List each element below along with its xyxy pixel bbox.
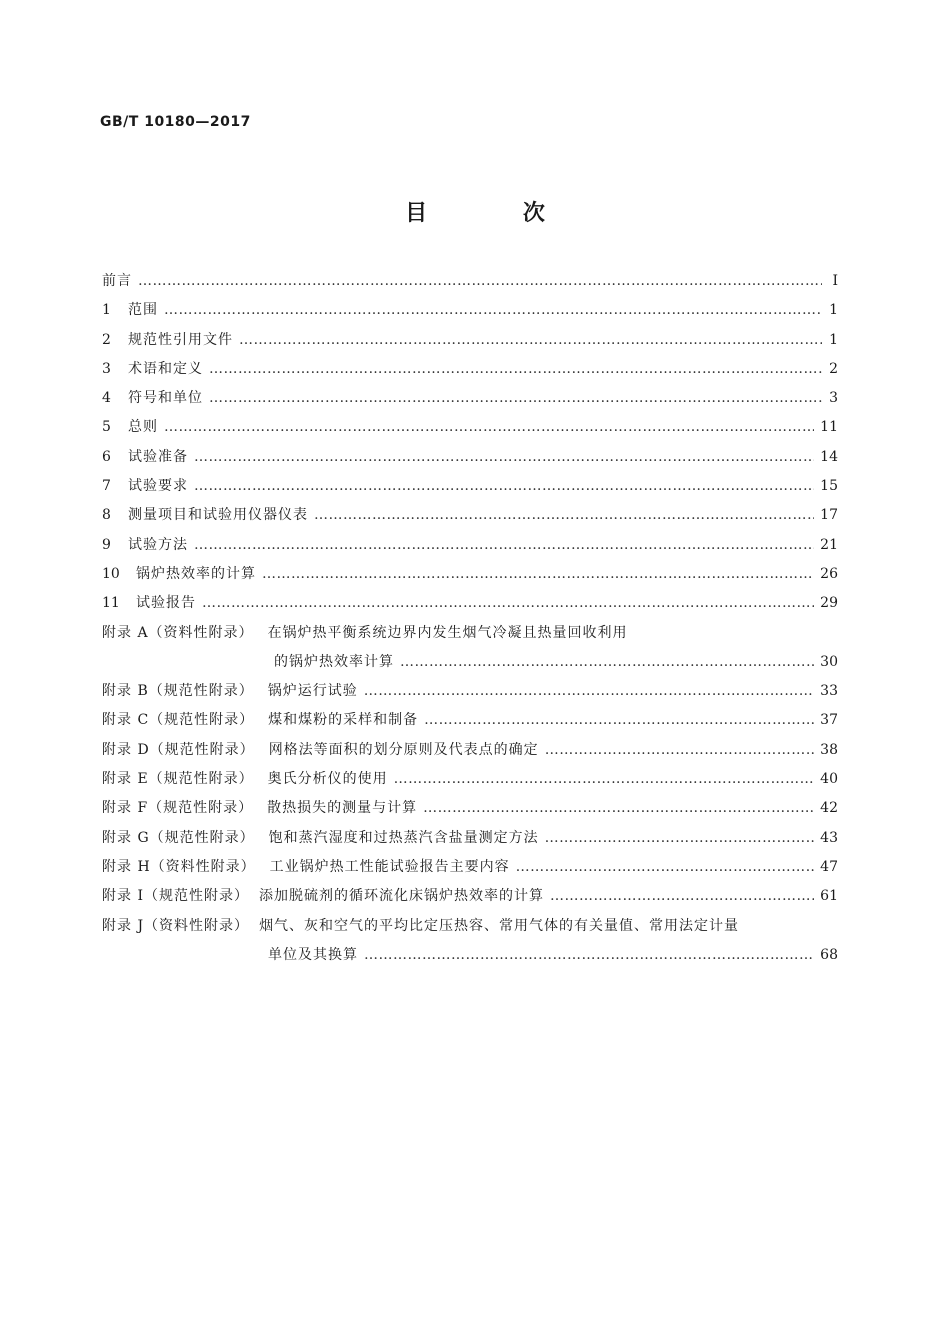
toc-label: 添加脱硫剂的循环流化床锅炉热效率的计算 (258, 888, 544, 905)
toc-entry-appendix-g[interactable] (102, 827, 838, 856)
toc-page-number: 61 (820, 888, 838, 905)
toc-page-number: I (832, 273, 838, 289)
dot-leader (545, 742, 814, 758)
toc-entry-chapter-5[interactable] (102, 416, 838, 445)
chapter-number: 7 (102, 478, 111, 495)
toc-entry-appendix-h[interactable] (102, 856, 838, 885)
toc-page-number: 17 (820, 507, 838, 524)
toc-label: 试验要求 (128, 478, 188, 495)
toc-entry-chapter-6[interactable] (102, 446, 838, 475)
toc-entry-appendix-e[interactable] (102, 768, 838, 797)
dot-leader (364, 947, 814, 963)
toc-label: 饱和蒸汽湿度和过热蒸汽含盐量测定方法 (268, 829, 539, 846)
dot-leader (262, 566, 814, 582)
toc-label: 范围 (128, 302, 158, 319)
toc-page-number: 21 (820, 536, 838, 553)
toc-entry-appendix-j-continued[interactable] (102, 944, 838, 973)
dot-leader (400, 654, 814, 670)
toc-entry-preface[interactable] (102, 270, 838, 299)
appendix-prefix: 附录 E（规范性附录） (102, 771, 254, 788)
dot-leader (138, 273, 822, 289)
dot-leader (394, 771, 815, 787)
table-of-contents (102, 270, 838, 973)
chapter-number: 6 (102, 448, 111, 465)
toc-label: 在锅炉热平衡系统边界内发生烟气冷凝且热量回收利用 (267, 624, 628, 641)
toc-page-number: 42 (820, 800, 838, 817)
toc-entry-chapter-3[interactable] (102, 358, 838, 387)
chapter-number: 4 (102, 390, 111, 407)
toc-label: 奥氏分析仪的使用 (267, 771, 388, 788)
toc-label: 煤和煤粉的采样和制备 (268, 712, 419, 729)
toc-page-number: 2 (829, 360, 838, 377)
toc-page-number: 15 (820, 478, 838, 495)
dot-leader (194, 537, 814, 553)
toc-entry-appendix-c[interactable] (102, 709, 838, 738)
chapter-number: 11 (102, 595, 120, 612)
dot-leader (194, 449, 814, 465)
toc-page-number: 29 (820, 595, 838, 612)
toc-page-number: 38 (820, 741, 838, 758)
toc-label: 散热损失的测量与计算 (267, 800, 418, 817)
toc-entry-appendix-a-continued[interactable] (102, 651, 838, 680)
toc-label: 的锅炉热效率计算 (274, 653, 394, 670)
appendix-prefix: 附录 G（规范性附录） (102, 829, 255, 846)
chapter-number: 3 (102, 360, 111, 377)
toc-page-number: 14 (820, 448, 838, 465)
toc-page-number: 37 (820, 712, 838, 729)
toc-entry-appendix-d[interactable] (102, 739, 838, 768)
toc-entry-chapter-2[interactable] (102, 329, 838, 358)
toc-label: 烟气、灰和空气的平均比定压热容、常用气体的有关量值、常用法定计量 (259, 917, 740, 934)
chapter-number: 2 (102, 331, 111, 348)
dot-leader (364, 683, 814, 699)
dot-leader (164, 302, 822, 318)
toc-page-number: 33 (820, 683, 838, 700)
toc-entry-chapter-7[interactable] (102, 475, 838, 504)
toc-label: 工业锅炉热工性能试验报告主要内容 (269, 858, 510, 875)
dot-leader (423, 800, 814, 816)
toc-page-number: 1 (829, 331, 838, 348)
toc-entry-appendix-i[interactable] (102, 885, 838, 914)
toc-entry-appendix-b[interactable] (102, 680, 838, 709)
toc-entry-chapter-4[interactable] (102, 387, 838, 416)
toc-entry-appendix-f[interactable] (102, 797, 838, 826)
toc-label: 测量项目和试验用仪器仪表 (128, 507, 308, 524)
toc-entry-appendix-a[interactable] (102, 622, 838, 651)
toc-page-number: 3 (829, 390, 838, 407)
toc-label: 单位及其换算 (268, 946, 358, 963)
toc-page-number: 1 (829, 302, 838, 319)
chapter-number: 8 (102, 507, 111, 524)
toc-entry-chapter-8[interactable] (102, 504, 838, 533)
toc-label: 试验方法 (128, 536, 188, 553)
appendix-prefix: 附录 C（规范性附录） (102, 712, 255, 729)
dot-leader (209, 390, 822, 406)
toc-page-number: 40 (820, 771, 838, 788)
toc-page-number: 43 (820, 829, 838, 846)
appendix-prefix: 附录 D（规范性附录） (102, 741, 255, 758)
toc-page-number: 26 (820, 565, 838, 582)
appendix-prefix: 附录 J（资料性附录） (102, 917, 250, 934)
toc-label: 锅炉运行试验 (267, 683, 358, 700)
appendix-prefix: 附录 A（资料性附录） (102, 624, 254, 641)
dot-leader (516, 859, 815, 875)
dot-leader (239, 332, 822, 348)
toc-label: 前言 (102, 273, 132, 289)
dot-leader (194, 478, 814, 494)
appendix-prefix: 附录 I（规范性附录） (102, 888, 249, 905)
toc-page-number: 11 (820, 419, 838, 436)
chapter-number: 9 (102, 536, 111, 553)
toc-entry-chapter-10[interactable] (102, 563, 838, 592)
dot-leader (314, 507, 814, 523)
dot-leader (164, 419, 814, 435)
toc-label: 锅炉热效率的计算 (136, 565, 256, 582)
toc-page-number: 68 (820, 946, 838, 963)
chapter-number: 10 (102, 565, 120, 582)
chapter-number: 1 (102, 302, 111, 319)
page-title: 目 次 (405, 201, 589, 226)
toc-label: 规范性引用文件 (128, 331, 233, 348)
dot-leader (209, 361, 822, 377)
dot-leader (545, 830, 815, 846)
appendix-prefix: 附录 B（规范性附录） (102, 683, 254, 700)
toc-label: 试验准备 (128, 448, 188, 465)
toc-entry-chapter-11[interactable] (102, 592, 838, 621)
appendix-prefix: 附录 H（资料性附录） (102, 858, 256, 875)
toc-label: 网格法等面积的划分原则及代表点的确定 (268, 741, 539, 758)
dot-leader (550, 888, 814, 904)
toc-entry-chapter-1[interactable] (102, 299, 838, 328)
toc-page-number: 30 (820, 653, 838, 670)
toc-label: 试验报告 (136, 595, 196, 612)
toc-entry-appendix-j[interactable] (102, 915, 838, 944)
toc-label: 总则 (128, 419, 158, 436)
standard-code: GB/T 10180—2017 (100, 114, 251, 130)
toc-label: 符号和单位 (128, 390, 203, 407)
appendix-prefix: 附录 F（规范性附录） (102, 800, 254, 817)
toc-page-number: 47 (820, 858, 838, 875)
dot-leader (424, 712, 814, 728)
dot-leader (202, 595, 814, 611)
chapter-number: 5 (102, 419, 111, 436)
toc-label: 术语和定义 (128, 360, 203, 377)
toc-entry-chapter-9[interactable] (102, 534, 838, 563)
